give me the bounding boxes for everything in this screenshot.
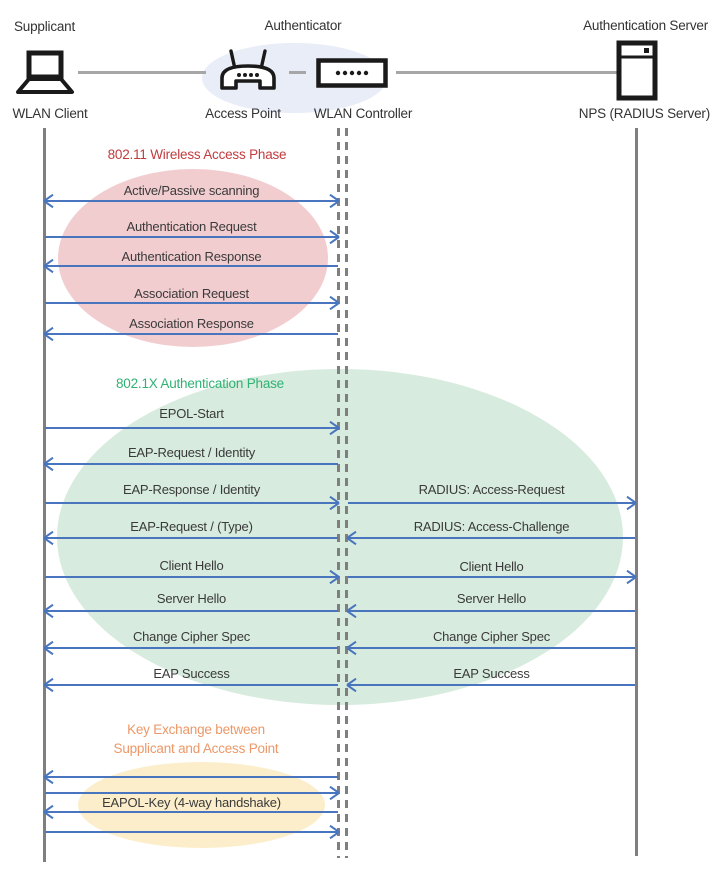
access-point-icon [215, 47, 281, 102]
arrow-left-icon [348, 537, 635, 539]
arrow-right-icon [45, 427, 338, 429]
message-label: RADIUS: Access-Challenge [413, 519, 570, 534]
arrow-left-head-icon [45, 200, 338, 202]
message-label: Authentication Response [121, 249, 262, 264]
phase-title-wireless-access: 802.11 Wireless Access Phase [107, 147, 287, 162]
arrow-right-icon [45, 792, 338, 794]
message-label: EAP Success [153, 666, 230, 681]
message-label: EAP-Request / (Type) [130, 519, 253, 534]
role-label-supplicant: Supplicant [14, 19, 76, 34]
arrow-left-icon [45, 537, 338, 539]
arrow-left-icon [45, 684, 338, 686]
device-label-access-point: Access Point [205, 106, 281, 121]
message-label: Change Cipher Spec [132, 629, 251, 644]
role-label-authentication-server: Authentication Server [583, 18, 708, 33]
device-label-wlan-client: WLAN Client [12, 106, 88, 121]
device-label-nps-radius-server: NPS (RADIUS Server) [578, 106, 710, 121]
arrow-both-icon [45, 200, 338, 202]
message-label: Client Hello [159, 558, 224, 573]
arrow-right-icon [45, 576, 338, 578]
role-label-authenticator: Authenticator [264, 18, 342, 33]
message-label: Server Hello [456, 591, 527, 606]
message-label-eapol-key: EAPOL-Key (4-way handshake) [102, 795, 281, 810]
message-label: EAP-Request / Identity [127, 445, 256, 460]
message-label: Active/Passive scanning [123, 183, 260, 198]
arrow-left-icon [45, 333, 338, 335]
arrow-right-icon [45, 831, 338, 833]
phase-title-key-exchange-line1: Key Exchange between [127, 722, 265, 737]
arrow-left-icon [45, 811, 338, 813]
message-label: Server Hello [156, 591, 227, 606]
arrow-right-icon [45, 236, 338, 238]
arrow-left-icon [45, 463, 338, 465]
arrow-left-icon [45, 776, 338, 778]
arrow-left-icon [348, 647, 635, 649]
arrow-right-icon [45, 502, 338, 504]
arrow-left-icon [348, 610, 635, 612]
arrow-right-icon [348, 576, 635, 578]
laptop-icon [14, 50, 76, 102]
message-label: EAP Success [453, 666, 530, 681]
arrow-right-icon [348, 502, 635, 504]
phase-title-key-exchange-line2: Supplicant and Access Point [113, 741, 279, 756]
message-label: Change Cipher Spec [432, 629, 551, 644]
phase-title-authentication: 802.1X Authentication Phase [116, 376, 284, 391]
message-label: RADIUS: Access-Request [418, 482, 565, 497]
message-label: Association Response [129, 316, 254, 331]
connector-ap-controller [289, 71, 306, 74]
arrow-right-icon [45, 302, 338, 304]
arrow-left-icon [45, 647, 338, 649]
message-label: EAP-Response / Identity [122, 482, 261, 497]
message-label: Authentication Request [126, 219, 257, 234]
message-label: EPOL-Start [159, 406, 224, 421]
arrow-left-icon [348, 684, 635, 686]
arrow-left-icon [45, 265, 338, 267]
wlan-controller-icon [316, 58, 388, 93]
device-label-wlan-controller: WLAN Controller [313, 106, 413, 121]
message-label: Association Request [134, 286, 249, 301]
server-icon [616, 40, 658, 106]
connector-controller-server [396, 71, 617, 74]
message-label: Client Hello [459, 559, 524, 574]
connector-client-ap [78, 71, 206, 74]
arrow-left-icon [45, 610, 338, 612]
